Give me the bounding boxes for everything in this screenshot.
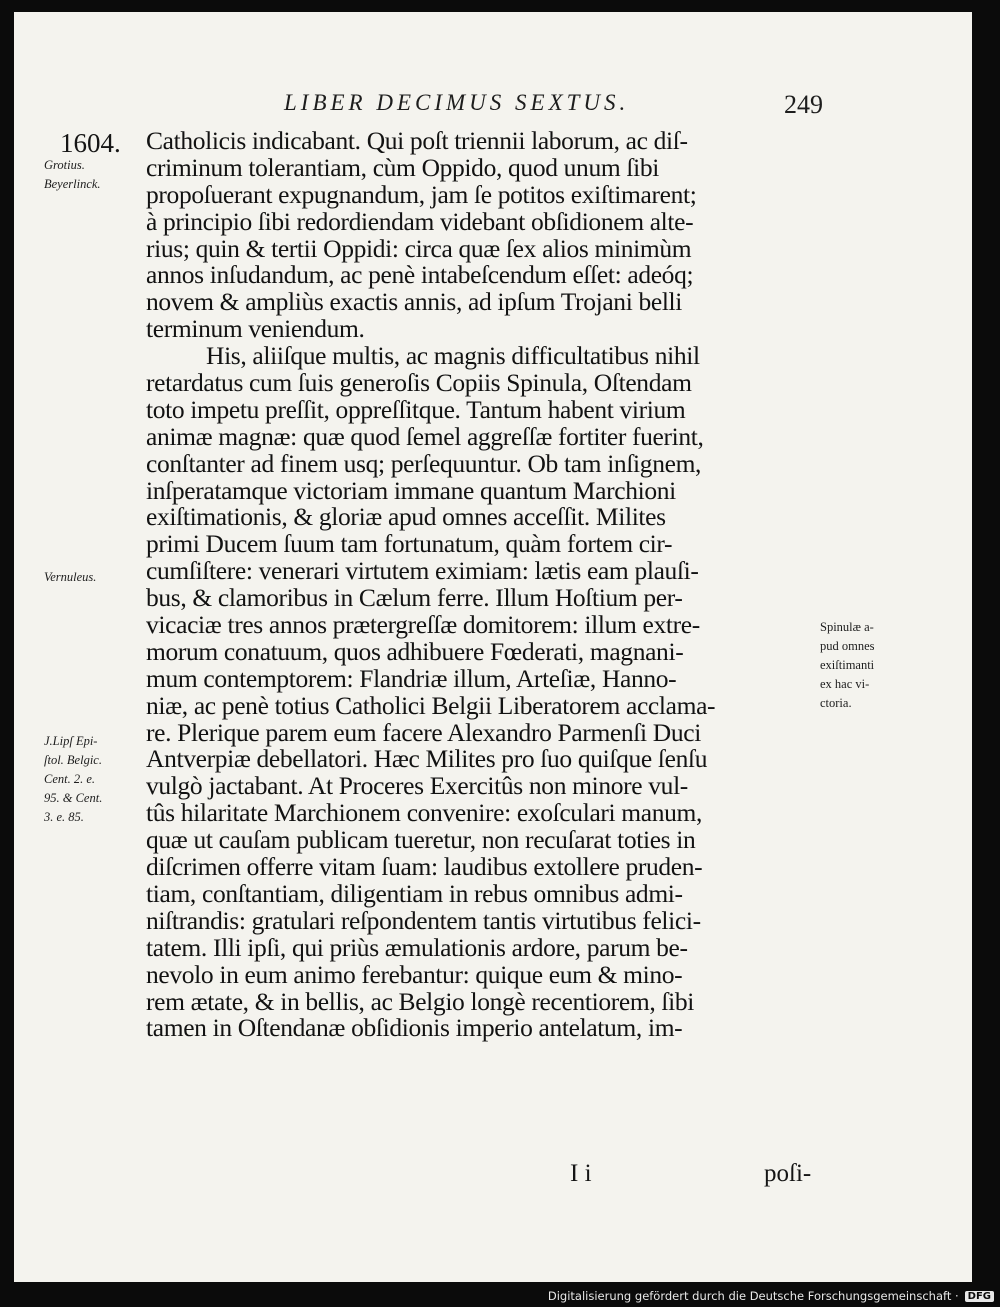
margin-note-line: Grotius. xyxy=(44,158,85,172)
signature-mark: I i xyxy=(570,1160,592,1187)
text-line: rius; quin & tertii Oppidi: circa quæ ſex alios minimùm xyxy=(146,233,692,263)
text-line: diſcrimen offerre vitam ſuam: laudibus extollere pruden- xyxy=(146,852,703,882)
footer-text: Digitalisierung gefördert durch die Deutsche Forschungsgemeinschaft · xyxy=(547,1289,959,1303)
margin-note-lipsius xyxy=(44,732,144,827)
margin-note-line: J.Lipſ Epi- xyxy=(44,734,98,748)
text-line: morum conatuum, quos adhibuere Fœderati, magnani- xyxy=(146,636,684,666)
margin-note-line: ctoria. xyxy=(820,696,852,710)
text-line: vulgò jactabant. At Proceres Exercitûs non minore vul- xyxy=(146,771,688,801)
text-line: terminum veniendum. xyxy=(146,314,365,344)
text-line: re. Plerique parem eum facere Alexandro Parmenſi Duci xyxy=(146,717,701,747)
text-line: inſperatamque victoriam immane quantum Marchioni xyxy=(146,475,676,505)
text-line: Antverpiæ debellatori. Hæc Milites pro ſuo quiſque ſenſu xyxy=(146,744,708,774)
text-line: quæ ut cauſam publicam tueretur, non recuſarat toties in xyxy=(146,825,696,855)
text-line: tatem. Illi ipſi, qui priùs æmulationis ardore, parum be- xyxy=(146,932,688,962)
margin-note-line: Vernuleus. xyxy=(44,570,97,584)
text-line: bus, & clamoribus in Cælum ferre. Illum Hoſtium per- xyxy=(146,583,683,613)
digitization-footer xyxy=(548,1289,994,1303)
margin-note-grotius xyxy=(44,156,144,194)
text-line: niæ, ac penè totius Catholici Belgii Liberatorem acclama- xyxy=(146,690,716,720)
text-line: exiſtimationis, & gloriæ apud omnes acceſſit. Milites xyxy=(146,502,666,532)
text-line: novem & ampliùs exactis annis, ad ipſum Trojani belli xyxy=(146,287,683,317)
page-foot xyxy=(14,1160,972,1186)
text-line: His, aliiſque multis, ac magnis difficultatibus nihil xyxy=(206,341,700,371)
margin-note-line: ſtol. Belgic. xyxy=(44,753,102,767)
margin-note-vernuleus xyxy=(44,568,144,587)
margin-note-line: 95. & Cent. xyxy=(44,791,103,805)
margin-note-line: Beyerlinck. xyxy=(44,177,101,191)
dfg-logo-icon: DFG xyxy=(965,1291,994,1302)
text-line: nevolo in eum animo ferebantur: quique eum & mino- xyxy=(146,959,683,989)
margin-note-line: ex hac vi- xyxy=(820,677,870,691)
body-text xyxy=(146,128,818,1042)
margin-note-spinulae xyxy=(820,618,912,713)
text-line: Catholicis indicabant. Qui poſt triennii laborum, ac diſ- xyxy=(146,126,688,155)
text-line: rem ætate, & in bellis, ac Belgio longè recentiorem, ſibi xyxy=(146,986,694,1016)
text-line: retardatus cum ſuis generoſis Copiis Spinula, Oſtendam xyxy=(146,368,692,398)
text-line: propoſuerant expugnandum, jam ſe potitos exiſtimarent; xyxy=(146,179,697,209)
text-line: conſtanter ad finem usq; perſequuntur. Ob tam inſignem, xyxy=(146,448,702,478)
text-line: tiam, conſtantiam, diligentiam in rebus omnibus admi- xyxy=(146,878,683,908)
text-line: primi Ducem ſuum tam fortunatum, quàm fortem cir- xyxy=(146,529,673,559)
margin-note-line: pud omnes xyxy=(820,639,875,653)
running-head: LIBER DECIMUS SEXTUS. xyxy=(284,90,630,115)
text-line: à principio ſibi redordiendam videbant obſidionem alte- xyxy=(146,206,694,236)
text-line: toto impetu preſſit, oppreſſitque. Tantum habent virium xyxy=(146,394,686,424)
text-line: tûs hilaritate Marchionem convenire: exoſculari manum, xyxy=(146,798,703,828)
text-line: vicaciæ tres annos prætergreſſæ domitorem: illum extre- xyxy=(146,610,700,640)
text-line: tamen in Oſtendanæ obſidionis imperio antelatum, im- xyxy=(146,1013,683,1043)
book-page xyxy=(14,12,972,1282)
catchword: poſi- xyxy=(764,1160,812,1187)
text-line: criminum tolerantiam, cùm Oppido, quod unum ſibi xyxy=(146,152,659,182)
margin-note-line: Spinulæ a- xyxy=(820,620,874,634)
margin-note-line: 3. e. 85. xyxy=(44,810,84,824)
year-marker: 1604. xyxy=(60,128,121,158)
text-line: niſtrandis: gratulari reſpondentem tantis virtutibus felici- xyxy=(146,905,701,935)
margin-note-line: Cent. 2. e. xyxy=(44,772,96,786)
text-line: cumſiſtere: venerari virtutem eximiam: lætis eam plauſi- xyxy=(146,556,699,586)
page-number: 249 xyxy=(784,90,823,119)
text-line: animæ magnæ: quæ quod ſemel aggreſſæ fortiter fuerint, xyxy=(146,421,704,451)
margin-note-line: exiſtimanti xyxy=(820,658,875,672)
text-line: mum contemptorem: Flandriæ illum, Arteſiæ, Hanno- xyxy=(146,663,677,693)
text-line: annos inſudandum, ac penè intabeſcendum eſſet: adeóq; xyxy=(146,260,694,290)
